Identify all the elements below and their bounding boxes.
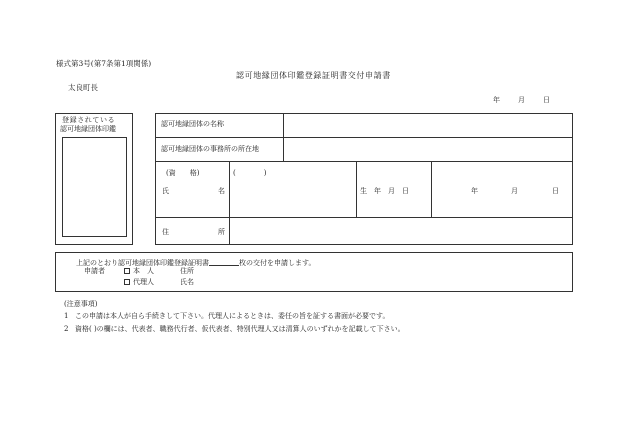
option-self[interactable] (124, 268, 154, 275)
representative-name-field[interactable] (230, 180, 355, 216)
org-office-field[interactable] (284, 138, 572, 161)
option-agent-field-label: 氏名 (180, 278, 194, 286)
org-name-label: 認可地縁団体の名称 (161, 120, 224, 128)
name-label-left: 氏 (162, 187, 169, 195)
qualification-input[interactable]: ( ) (233, 169, 267, 177)
copies-count-field[interactable] (209, 258, 239, 266)
date-month-label: 月 (518, 96, 525, 104)
self-checkbox[interactable] (124, 268, 130, 274)
agent-checkbox[interactable] (124, 279, 130, 285)
note-1-text: この申請は本人が自ら手続きして下さい。代理人によるときは、委任の旨を証する書面が必要です。 (75, 312, 390, 320)
option-self-field-label: 住所 (180, 267, 194, 275)
org-office-label: 認可地縁団体の事務所の所在地 (161, 145, 259, 153)
seal-label-line2: 認可地縁団体印鑑 (60, 125, 116, 133)
option-agent-label: 代理人 (133, 278, 154, 286)
seal-impression-area[interactable] (62, 137, 127, 237)
birthdate-label: 生 年 月 日 (360, 187, 409, 195)
birth-day-label: 日 (552, 187, 559, 195)
notes-heading: (注意事項) (64, 300, 98, 308)
note-2-text: 資格( )の欄には、代表者、職務代行者、仮代表者、特別代理人又は清算人のいずれかを記載して下さい。 (75, 325, 405, 333)
applicant-label: 申請者 (84, 267, 105, 275)
name-label-right: 名 (218, 187, 225, 195)
request-statement-before: 上記のとおり認可地縁団体印鑑登録証明書 (76, 259, 209, 267)
address-label-left: 住 (162, 228, 169, 236)
option-self-label: 本 人 (133, 267, 154, 275)
qualification-label: (資 格) (166, 169, 200, 177)
birth-month-label: 月 (511, 187, 518, 195)
option-agent[interactable] (124, 279, 154, 286)
note-2-number: 2 (64, 325, 69, 333)
seal-label-line1: 登録されている (62, 116, 116, 124)
address-field[interactable] (230, 218, 572, 244)
request-statement-after: 枚の交付を申請します。 (239, 259, 316, 267)
addressee: 太良町長 (68, 83, 98, 92)
note-1-number: 1 (64, 312, 69, 320)
form-title: 認可地縁団体印鑑登録証明書交付申請書 (236, 71, 391, 80)
column-divider (356, 161, 357, 217)
request-statement (76, 258, 315, 267)
date-day-label: 日 (543, 96, 550, 104)
org-name-field[interactable] (284, 114, 572, 137)
birth-year-label: 年 (471, 187, 478, 195)
date-year-label: 年 (493, 96, 500, 104)
birthdate-field[interactable] (432, 162, 572, 217)
form-number: 様式第3号(第7条第1項関係) (56, 59, 152, 68)
address-label-right: 所 (218, 228, 225, 236)
